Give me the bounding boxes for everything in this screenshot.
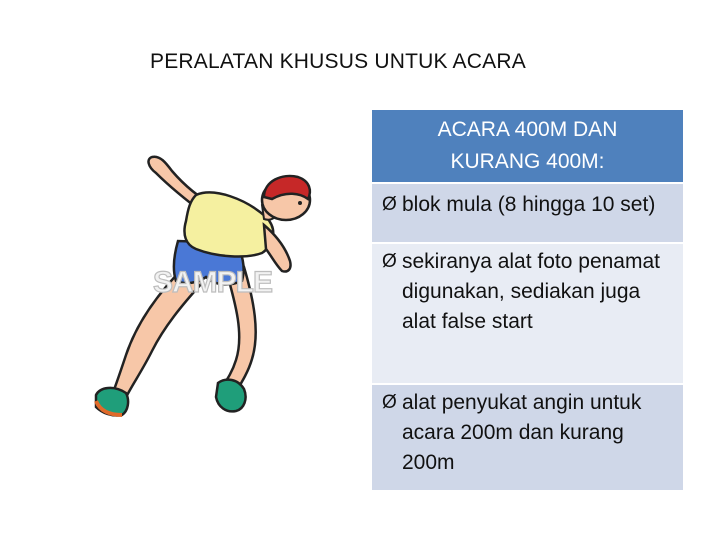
table-row [372,184,683,242]
table-header-line-1: ACARA 400M DAN [437,118,618,141]
row-text: alat penyukat angin untuk acara 200m dan kurang 200m [402,391,642,474]
row-text: blok mula (8 hingga 10 set) [402,193,656,216]
shirt [184,192,273,256]
table-header [372,110,683,182]
sample-watermark: SAMPLE [153,266,273,299]
arrow-bullet-icon: Ø [382,392,397,413]
arrow-bullet-icon: Ø [382,194,397,215]
info-table [372,110,683,492]
front-arm [264,225,291,272]
table-header-line-2: KURANG 400M: [450,150,605,173]
slide-title: PERALATAN KHUSUS UNTUK ACARA [150,50,526,73]
back-shoe [96,388,128,416]
arrow-bullet-icon: Ø [382,251,397,272]
row-text: sekiranya alat foto penamat digunakan, sediakan juga alat false start [402,250,660,333]
front-shoe [216,380,246,412]
table-row [372,385,683,490]
table-row [372,244,683,383]
